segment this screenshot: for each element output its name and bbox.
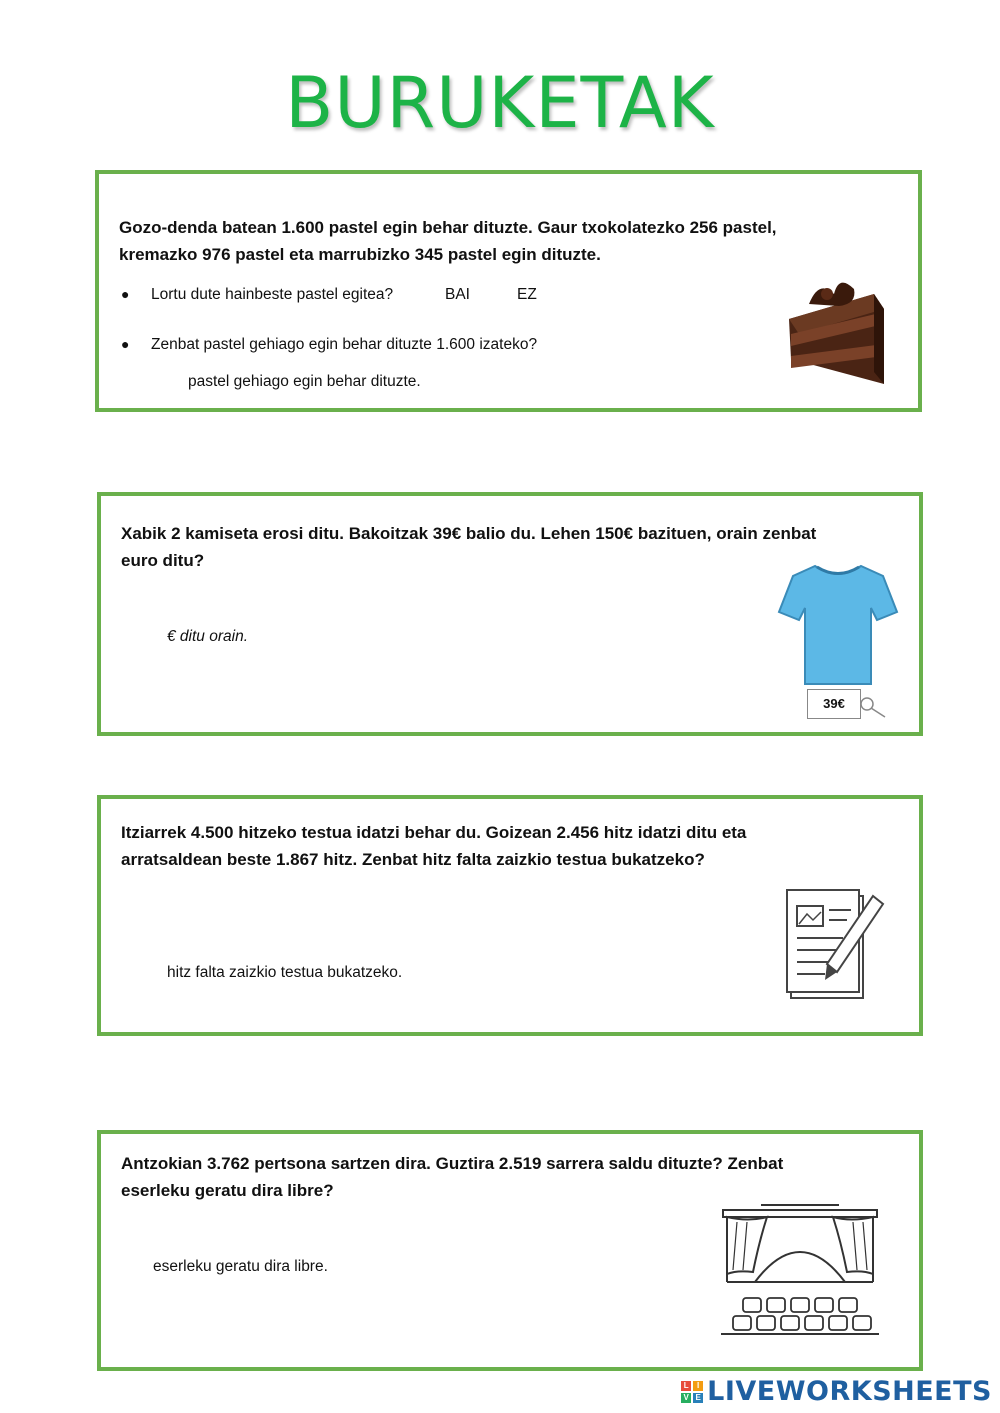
problem-3-answer-suffix: hitz falta zaizkio testua bukatzeko. xyxy=(167,964,403,981)
option-no[interactable]: EZ xyxy=(517,286,537,303)
price-tag xyxy=(807,689,861,719)
chocolate-cake-icon xyxy=(779,264,894,394)
page-title: BURUKETAK xyxy=(285,62,715,144)
liveworksheets-brand[interactable] xyxy=(681,1376,992,1407)
document-pencil-icon xyxy=(785,888,889,1004)
problem-3-question: Itziarrek 4.500 hitzeko testua idatzi behar du. Goizean 2.456 hitz idatzi ditu eta arratsaldean beste 1.867 hitz. Zenbat hitz falta zaizkio testua bukatzeko? xyxy=(121,823,747,869)
theater-stage-icon xyxy=(719,1202,881,1338)
problem-4-answer-suffix: eserleku geratu dira libre. xyxy=(153,1258,328,1275)
problem-card-3 xyxy=(97,795,923,1036)
bullet-icon: ● xyxy=(121,286,130,302)
logo-letter-i: I xyxy=(693,1381,703,1391)
brand-name: LIVEWORKSHEETS xyxy=(707,1376,992,1407)
option-yes[interactable]: BAI xyxy=(445,286,470,303)
tshirt-icon xyxy=(775,560,901,688)
bullet-icon: ● xyxy=(121,336,130,352)
problem-card-2 xyxy=(97,492,923,736)
problem-card-1 xyxy=(95,170,922,412)
tag-string-icon xyxy=(857,694,891,720)
logo-letter-l: L xyxy=(681,1381,691,1391)
price-tag-label: 39€ xyxy=(823,696,845,711)
problem-1-bullet-1: Lortu dute hainbeste pastel egitea? xyxy=(151,286,394,303)
problem-4-question: Antzokian 3.762 pertsona sartzen dira. Guztira 2.519 sarrera saldu dituzte? Zenbat eserleku geratu dira libre? xyxy=(121,1154,784,1200)
problem-2-question: Xabik 2 kamiseta erosi ditu. Bakoitzak 39€ balio du. Lehen 150€ bazituen, orain zenbat euro ditu? xyxy=(121,524,817,570)
problem-1-question: Gozo-denda batean 1.600 pastel egin behar dituzte. Gaur txokolatezko 256 pastel, kremazko 976 pastel eta marrubizko 345 pastel egin dituzte. xyxy=(119,218,777,264)
problem-1-answer-suffix: pastel gehiago egin behar dituzte. xyxy=(188,373,421,390)
problem-card-4 xyxy=(97,1130,923,1371)
problem-1-bullet-2: Zenbat pastel gehiago egin behar dituzte 1.600 izateko? xyxy=(151,336,538,353)
logo-letter-v: V xyxy=(681,1393,691,1403)
liveworksheets-logo xyxy=(681,1381,703,1403)
problem-2-answer-suffix: € ditu orain. xyxy=(167,628,248,645)
logo-letter-e: E xyxy=(693,1393,703,1403)
